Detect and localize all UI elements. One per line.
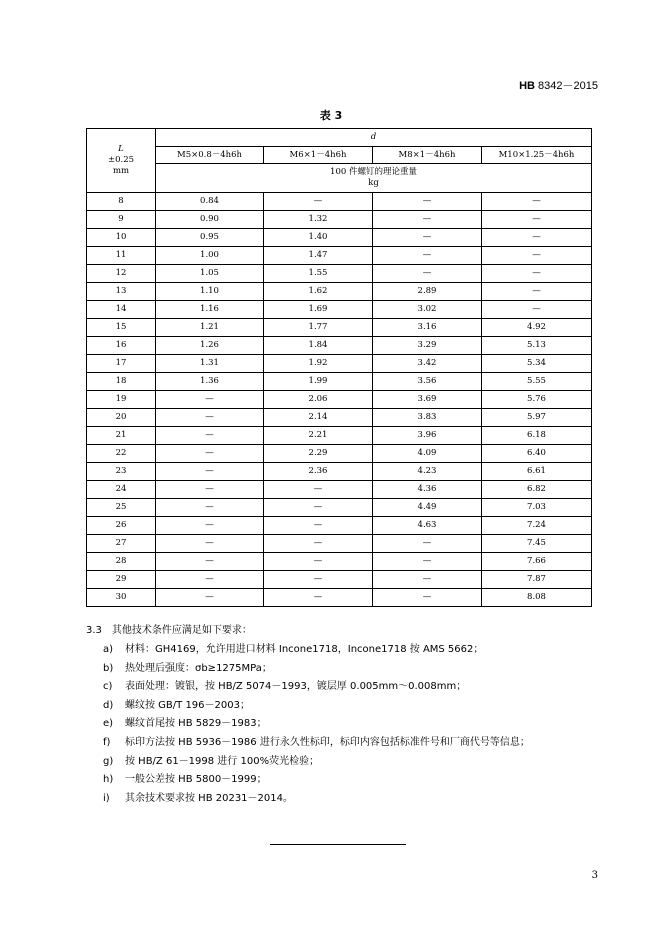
weight-cell: 7.45 [482, 535, 592, 553]
weight-cell: 1.55 [264, 265, 373, 283]
weight-cell: — [156, 445, 264, 463]
weight-cell: — [482, 229, 592, 247]
table-row [87, 301, 592, 319]
weight-cell: 1.40 [264, 229, 373, 247]
weight-cell: — [264, 193, 373, 211]
weight-cell: — [156, 517, 264, 535]
length-header-cell [87, 129, 156, 193]
table-row [87, 409, 592, 427]
requirement-text: 其余技术要求按 HB 20231－2014。 [125, 792, 293, 804]
table-row [87, 553, 592, 571]
end-rule [270, 844, 406, 845]
weight-cell: — [482, 301, 592, 319]
table-row [87, 319, 592, 337]
weight-cell: 5.34 [482, 355, 592, 373]
weight-label: 100 件螺钉的理论重量 [330, 167, 417, 177]
table-row [87, 391, 592, 409]
requirement-text: 标印方法按 HB 5936－1986 进行永久性标印，标印内容包括标准件号和厂商代号等信息； [125, 737, 530, 748]
length-cell: 8 [87, 193, 156, 211]
weight-cell: — [482, 193, 592, 211]
requirement-label: a) [103, 644, 114, 655]
requirement-text: 按 HB/Z 61－1998 进行 100%荧光检验； [125, 755, 320, 767]
requirement-text: 螺纹按 GB/T 196－2003； [125, 699, 250, 711]
weight-cell: 1.10 [156, 283, 264, 301]
weight-cell: — [373, 589, 482, 607]
column-header: M8×1－4h6h [373, 147, 482, 164]
weight-cell: 0.90 [156, 211, 264, 229]
requirement-item [103, 696, 250, 711]
weight-cell: 3.83 [373, 409, 482, 427]
requirement-item [103, 659, 272, 674]
length-cell: 24 [87, 481, 156, 499]
weight-cell: 2.29 [264, 445, 373, 463]
table-row [87, 247, 592, 265]
length-cell: 29 [87, 571, 156, 589]
weight-cell: — [156, 571, 264, 589]
weight-cell: 3.56 [373, 373, 482, 391]
weight-cell: — [373, 553, 482, 571]
weight-cell: — [156, 427, 264, 445]
requirement-label: h) [103, 774, 114, 786]
length-cell: 13 [87, 283, 156, 301]
requirement-item [103, 770, 267, 785]
requirement-label: e) [103, 718, 114, 730]
weight-cell: 1.77 [264, 319, 373, 337]
weight-cell: 1.05 [156, 265, 264, 283]
weight-cell: 3.42 [373, 355, 482, 373]
length-cell: 27 [87, 535, 156, 553]
weight-cell: 4.49 [373, 499, 482, 517]
table-row [87, 445, 592, 463]
table-row [87, 229, 592, 247]
length-cell: 26 [87, 517, 156, 535]
table-row [87, 499, 592, 517]
column-header: M6×1－4h6h [264, 147, 373, 164]
weight-cell: 1.92 [264, 355, 373, 373]
length-cell: 15 [87, 319, 156, 337]
table-row [87, 283, 592, 301]
requirement-text: 螺纹首尾按 HB 5829－1983； [125, 718, 267, 730]
weight-cell: — [373, 211, 482, 229]
weight-cell: 8.08 [482, 589, 592, 607]
length-unit: mm [112, 166, 130, 176]
weight-cell: 2.21 [264, 427, 373, 445]
page-number: 3 [591, 870, 598, 881]
weight-cell: 4.36 [373, 481, 482, 499]
requirement-text: 热处理后强度：σb≥1275MPa； [125, 662, 272, 674]
weight-cell: — [264, 553, 373, 571]
requirement-label: f) [103, 737, 111, 748]
standard-prefix: HB [519, 80, 535, 92]
length-cell: 9 [87, 211, 156, 229]
weight-cell: 0.84 [156, 193, 264, 211]
weight-cell: — [264, 535, 373, 553]
weight-header-cell [156, 164, 592, 193]
length-cell: 21 [87, 427, 156, 445]
weight-cell: — [482, 265, 592, 283]
weight-cell: — [373, 247, 482, 265]
length-cell: 20 [87, 409, 156, 427]
weight-cell: — [264, 499, 373, 517]
table-row [87, 463, 592, 481]
weight-cell: 1.62 [264, 283, 373, 301]
weight-cell: 4.92 [482, 319, 592, 337]
weight-cell: 1.99 [264, 373, 373, 391]
weight-cell: — [373, 571, 482, 589]
weight-cell: 1.84 [264, 337, 373, 355]
requirement-item [103, 714, 267, 729]
weight-cell: — [482, 283, 592, 301]
length-cell: 18 [87, 373, 156, 391]
length-cell: 11 [87, 247, 156, 265]
weight-cell: 1.16 [156, 301, 264, 319]
weight-cell: 5.55 [482, 373, 592, 391]
weight-cell: — [156, 535, 264, 553]
table-row [87, 571, 592, 589]
weight-cell: 7.66 [482, 553, 592, 571]
weight-cell: 2.14 [264, 409, 373, 427]
table-row [87, 535, 592, 553]
length-cell: 10 [87, 229, 156, 247]
table-row [87, 589, 592, 607]
requirement-label: i) [103, 792, 110, 804]
length-cell: 23 [87, 463, 156, 481]
weight-cell: — [156, 481, 264, 499]
weight-cell: 6.40 [482, 445, 592, 463]
requirement-text: 表面处理：镀银，按 HB/Z 5074－1993，镀层厚 0.005mm～0.008mm； [125, 681, 467, 693]
weight-cell: — [264, 589, 373, 607]
table-row [87, 211, 592, 229]
weight-cell: — [373, 229, 482, 247]
weight-unit: kg [368, 178, 379, 188]
weight-cell: 1.47 [264, 247, 373, 265]
standard-header [519, 77, 598, 93]
weight-cell: 7.87 [482, 571, 592, 589]
length-cell: 14 [87, 301, 156, 319]
length-tolerance: ±0.25 [107, 155, 135, 165]
weight-cell: 7.24 [482, 517, 592, 535]
weight-cell: 3.69 [373, 391, 482, 409]
length-cell: 16 [87, 337, 156, 355]
weight-cell: 3.02 [373, 301, 482, 319]
length-cell: 22 [87, 445, 156, 463]
table-row [87, 337, 592, 355]
weight-cell: 6.61 [482, 463, 592, 481]
table-row [87, 265, 592, 283]
section-heading: 3.3 其他技术条件应满足如下要求： [86, 625, 252, 636]
weight-cell: 3.16 [373, 319, 482, 337]
weight-cell: 6.18 [482, 427, 592, 445]
length-cell: 12 [87, 265, 156, 283]
weight-cell: — [264, 517, 373, 535]
weight-cell: 3.96 [373, 427, 482, 445]
weight-cell: 5.13 [482, 337, 592, 355]
weight-cell: 4.23 [373, 463, 482, 481]
requirement-label: g) [103, 755, 114, 767]
table-row [87, 373, 592, 391]
weight-cell: 0.95 [156, 229, 264, 247]
requirement-item [103, 733, 530, 748]
standard-number: 8342－2015 [538, 80, 598, 92]
weight-cell: 2.06 [264, 391, 373, 409]
requirement-text: 一般公差按 HB 5800－1999； [125, 774, 267, 786]
weight-table [86, 128, 592, 607]
diameter-header: d [156, 129, 592, 147]
weight-cell: 5.97 [482, 409, 592, 427]
length-symbol: L [118, 144, 124, 154]
weight-cell: — [373, 193, 482, 211]
length-cell: 28 [87, 553, 156, 571]
requirement-label: b) [103, 662, 114, 674]
weight-cell: — [482, 247, 592, 265]
requirement-item [103, 640, 483, 655]
requirement-text: 材料：GH4169，允许用进口材料 Incone1718，Incone1718 按 AMS 5662； [125, 644, 484, 655]
weight-cell: — [156, 391, 264, 409]
table-caption: 表 3 [319, 109, 343, 122]
column-header: M10×1.25－4h6h [482, 147, 592, 164]
weight-cell: — [156, 409, 264, 427]
weight-cell: 4.63 [373, 517, 482, 535]
column-header: M5×0.8－4h6h [156, 147, 264, 164]
weight-cell: — [373, 535, 482, 553]
length-cell: 30 [87, 589, 156, 607]
weight-cell: — [482, 211, 592, 229]
weight-cell: 1.69 [264, 301, 373, 319]
weight-cell: — [156, 553, 264, 571]
weight-cell: 1.21 [156, 319, 264, 337]
table-row [87, 427, 592, 445]
weight-cell: 1.26 [156, 337, 264, 355]
weight-cell: 1.32 [264, 211, 373, 229]
weight-cell: 4.09 [373, 445, 482, 463]
weight-cell: 3.29 [373, 337, 482, 355]
requirement-item [103, 789, 293, 804]
weight-cell: 1.36 [156, 373, 264, 391]
table-row [87, 193, 592, 211]
table-row [87, 481, 592, 499]
weight-cell: 5.76 [482, 391, 592, 409]
weight-cell: — [156, 463, 264, 481]
weight-cell: 2.89 [373, 283, 482, 301]
table-row [87, 517, 592, 535]
requirement-item [103, 677, 466, 692]
weight-cell: — [264, 481, 373, 499]
thread-spec-row [87, 147, 592, 164]
table-row [87, 355, 592, 373]
requirement-item [103, 752, 319, 767]
weight-cell: 1.00 [156, 247, 264, 265]
length-cell: 25 [87, 499, 156, 517]
weight-cell: — [373, 265, 482, 283]
length-cell: 19 [87, 391, 156, 409]
weight-cell: 7.03 [482, 499, 592, 517]
weight-cell: 2.36 [264, 463, 373, 481]
requirement-label: d) [103, 699, 114, 711]
weight-cell: — [156, 499, 264, 517]
weight-cell: 6.82 [482, 481, 592, 499]
length-cell: 17 [87, 355, 156, 373]
weight-cell: — [156, 589, 264, 607]
weight-cell: 1.31 [156, 355, 264, 373]
weight-cell: — [264, 571, 373, 589]
requirement-label: c) [103, 681, 113, 693]
